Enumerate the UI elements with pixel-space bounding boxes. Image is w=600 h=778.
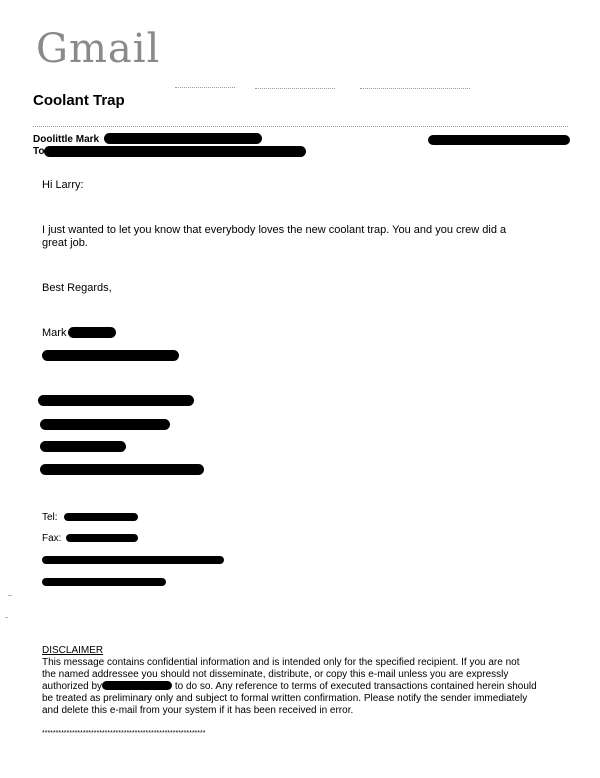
disclaimer-fragment: to do so. Any reference to terms of executed transactions contained herein should [172, 681, 537, 692]
redacted-website-line [42, 578, 166, 586]
redacted-phone [64, 513, 138, 521]
redacted-inline [102, 681, 172, 690]
divider [175, 87, 235, 88]
gmail-logo: Gmail [36, 26, 161, 72]
disclaimer-line: the named addressee you should not disseminate, distribute, or copy this e-mail unless you are expressly [42, 669, 509, 680]
fax-label: Fax: [42, 533, 62, 544]
disclaimer-fragment: authorized by [42, 681, 103, 692]
disclaimer-line: This message contains confidential information and is intended only for the specified recipient. If you are not [42, 657, 520, 668]
disclaimer-title: DISCLAIMER [42, 645, 104, 656]
redacted-date [428, 135, 570, 145]
redacted-pobox [40, 441, 126, 452]
redacted-email-line [42, 556, 224, 564]
disclaimer [42, 645, 562, 717]
closing: Best Regards, [42, 282, 112, 294]
scan-artifact [8, 595, 12, 596]
tel-label: Tel: [42, 512, 58, 523]
disclaimer-line: be treated as preliminary only and subject to formal written confirmation. Please notify the sender immediately [42, 693, 528, 704]
redacted-address [40, 419, 170, 430]
redacted-fax [66, 534, 138, 542]
signature-name: Mark [42, 327, 67, 339]
sender-name: Doolittle Mark [33, 134, 100, 145]
disclaimer-line: and delete this e-mail from your system if it has been received in error. [42, 705, 354, 716]
divider [255, 88, 335, 89]
scan-artifact [5, 617, 8, 618]
body-line: great job. [42, 237, 88, 249]
footer-stars: ************************************************************ [42, 730, 206, 737]
redacted-surname [68, 327, 116, 338]
recipient-label: To [33, 146, 45, 157]
disclaimer-line [42, 681, 562, 693]
redacted-city [40, 464, 204, 475]
redacted-recipient [44, 146, 306, 157]
divider [360, 88, 470, 89]
message-subject: Coolant Trap [33, 92, 125, 109]
body-line: I just wanted to let you know that everybody loves the new coolant trap. You and you crew did a [42, 224, 507, 236]
redacted-company [38, 395, 194, 406]
header-divider [33, 126, 568, 127]
redacted-email [104, 133, 262, 144]
redacted-title [42, 350, 179, 361]
greeting: Hi Larry: [42, 179, 84, 191]
